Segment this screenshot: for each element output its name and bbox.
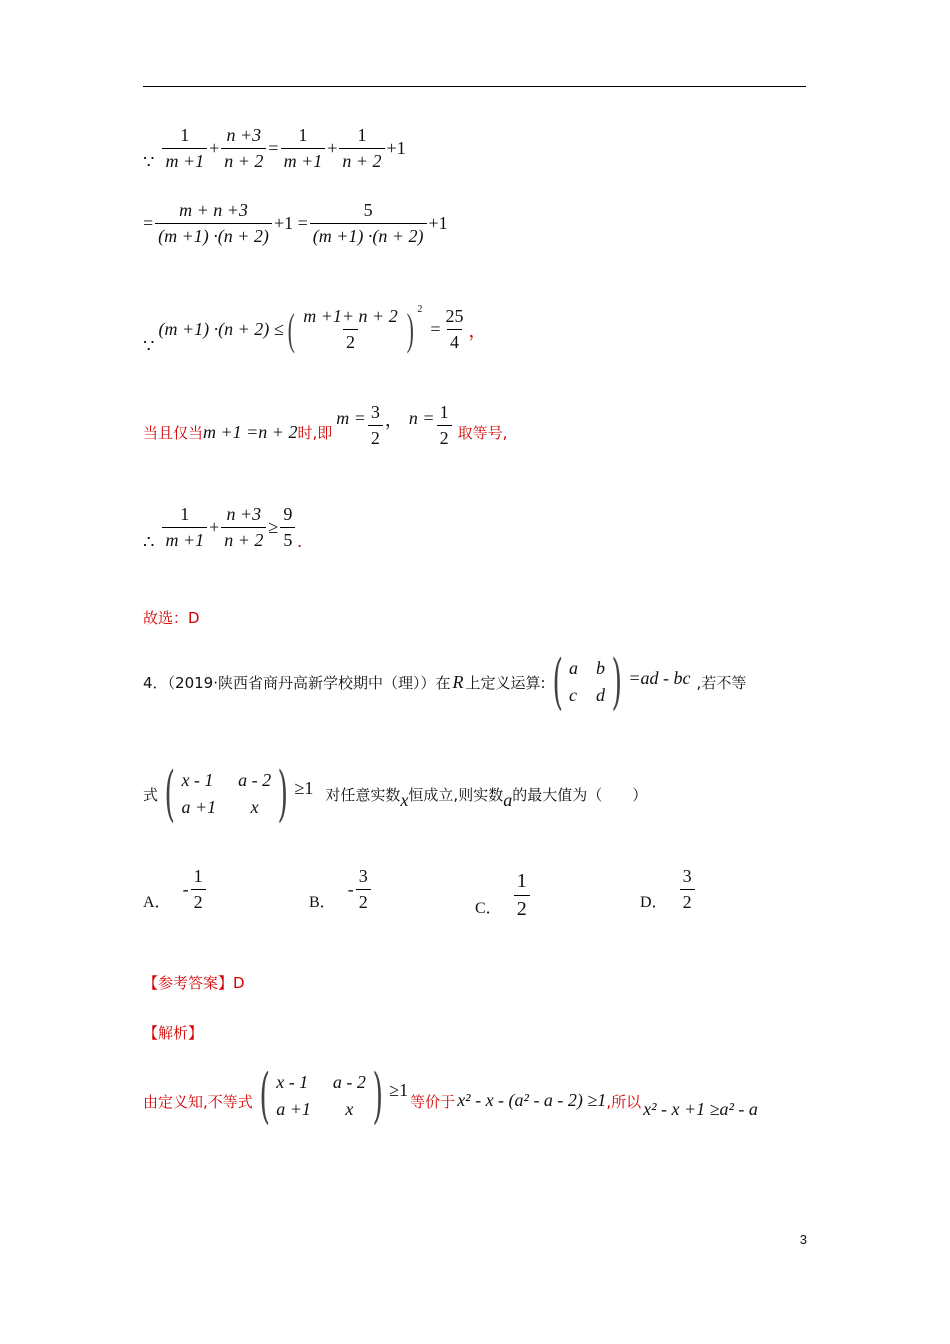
fraction: $\frac{m + n +3}{(m +1) \cdot(n + 2)}$ <box>155 200 272 247</box>
math-line-3 <box>143 302 487 357</box>
because-symbol: ∵ <box>143 336 155 356</box>
set-R: R <box>452 671 464 692</box>
plus-one: +1 <box>428 213 448 233</box>
plus-one: +1 <box>386 138 406 158</box>
determinant-definition: =ad - bc <box>628 668 691 688</box>
fraction: $\frac{1}{2}$ <box>437 402 452 449</box>
text-then: 时,即 <box>297 424 333 442</box>
left-paren: ( <box>259 1061 270 1131</box>
matrix-inequality: x - 1 a - 2 a +1 x <box>181 770 272 817</box>
period: . <box>297 531 302 551</box>
fraction: $\frac{m +1+ n + 2}{2}$ <box>303 306 398 352</box>
option-b[interactable]: B． - $\frac{3}{2}$ <box>309 866 373 913</box>
text-equality-holds: 取等号, <box>457 424 508 442</box>
math-line-1 <box>143 124 406 173</box>
text-for-any-real: 对任意实数 <box>325 785 401 804</box>
fraction: $\frac{1}{m +1}$ <box>162 504 207 551</box>
separator: ， <box>384 409 403 430</box>
fraction: $\frac{9}{5}$ <box>280 504 295 551</box>
text-if-inequality: ,若不等 <box>696 673 747 692</box>
equals: = <box>430 319 441 339</box>
fraction: $\frac{n +3}{n + 2}$ <box>221 504 266 551</box>
option-d[interactable]: D． $\frac{3}{2}$ <box>640 866 697 913</box>
text-max-value: 的最大值为（ ） <box>512 785 648 804</box>
equals: = <box>143 213 154 233</box>
right-paren: ) <box>372 1061 383 1131</box>
n-equals: n = <box>408 408 435 428</box>
expression-1: x² - x - (a² - a - 2) ≥1 <box>457 1089 607 1110</box>
matrix-inequality: x - 1 a - 2 a +1 x <box>276 1072 366 1119</box>
reference-answer: 【参考答案】D <box>143 974 245 992</box>
condition: m +1 =n + 2 <box>203 422 298 442</box>
header-rule <box>143 86 806 87</box>
fraction: $\frac{n +3}{n + 2}$ <box>221 125 266 172</box>
variable-x: x <box>400 789 409 810</box>
text-when-only: 当且仅当 <box>143 424 204 442</box>
fraction: $\frac{1}{n + 2}$ <box>339 125 384 172</box>
m-equals: m = <box>336 408 366 428</box>
text-so: ,所以 <box>606 1092 642 1111</box>
therefore-symbol: ∴ <box>143 532 155 552</box>
comma: ， <box>468 320 487 341</box>
left-paren: ( <box>552 647 563 717</box>
right-paren: ) <box>611 647 622 717</box>
text-formula: 式 <box>143 785 159 804</box>
plus: + <box>209 138 220 158</box>
analysis-title: 【解析】 <box>143 1024 204 1042</box>
matrix-abcd: a b c d <box>568 658 605 705</box>
previous-answer: 故选：D <box>143 609 200 627</box>
analysis-line <box>143 1061 758 1131</box>
equals: = <box>268 138 279 158</box>
geq: ≥ <box>268 517 279 537</box>
math-line-2 <box>143 200 448 247</box>
expression-2: x² - x +1 ≥a² - a <box>643 1098 758 1119</box>
fraction: $\frac{3}{2}$ <box>368 402 383 449</box>
math-line-4 <box>143 402 507 449</box>
plus: + <box>209 517 220 537</box>
right-paren: ) <box>406 304 414 354</box>
text-always-holds: 恒成立,则实数 <box>408 785 504 804</box>
left-paren: ( <box>164 759 175 829</box>
geq-one: ≥1 <box>389 1080 409 1100</box>
question-4-line-1 <box>143 647 747 717</box>
page-number: 3 <box>799 1232 807 1247</box>
text-by-definition: 由定义知,不等式 <box>143 1092 253 1111</box>
option-a[interactable]: A． - $\frac{1}{2}$ <box>143 866 208 913</box>
variable-a: a <box>503 789 513 810</box>
exponent: 2 <box>417 304 423 315</box>
text-equivalent-to: 等价于 <box>410 1092 456 1111</box>
geq-one: ≥1 <box>294 778 314 798</box>
right-paren: ) <box>277 759 289 829</box>
question-4-source: 4．（2019·陕西省商丹高新学校期中（理））在 <box>143 673 451 692</box>
fraction: $\frac{1}{m +1}$ <box>162 125 207 172</box>
left-paren: ( <box>287 304 295 354</box>
question-4-line-2 <box>143 759 648 829</box>
plus-one-equals: +1 = <box>273 213 308 233</box>
product-lhs: (m +1) ·(n + 2) ≤ <box>158 319 284 339</box>
plus: + <box>327 138 338 158</box>
fraction: $\frac{25}{4}$ <box>445 306 464 352</box>
fraction: $\frac{5}{(m +1) \cdot(n + 2)}$ <box>310 200 427 247</box>
math-line-5 <box>143 502 302 553</box>
fraction: $\frac{1}{m +1}$ <box>281 125 326 172</box>
definition-text: 上定义运算: <box>465 673 546 692</box>
option-c[interactable]: C． $\frac{1}{2}$ <box>475 870 532 921</box>
because-symbol: ∵ <box>143 152 155 172</box>
